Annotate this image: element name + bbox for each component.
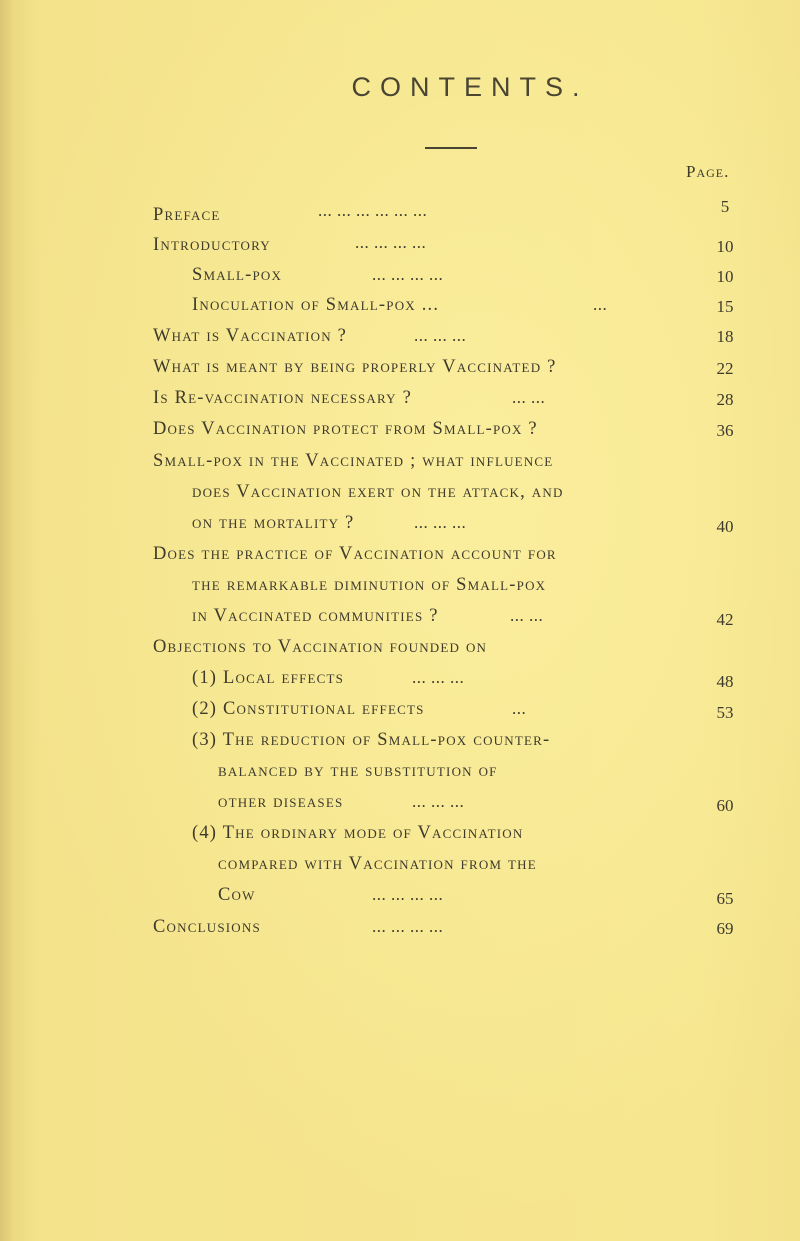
page-spine-shadow <box>0 0 14 1241</box>
toc-entry-ordinary-mode: (4) The ordinary mode of Vaccination <box>192 823 524 843</box>
toc-leader: ... ... ... ... <box>372 917 444 936</box>
contents-title: CONTENTS. <box>351 72 589 102</box>
toc-page-number: 28 <box>716 390 734 409</box>
toc-page-number: 48 <box>716 672 734 691</box>
toc-entry-small-pox-in-vaccinated: Small-pox in the Vaccinated ; what influence <box>153 451 554 471</box>
toc-entry-continuation: other diseases <box>218 792 344 812</box>
toc-entry-constitutional-effects: (2) Constitutional effects <box>192 699 425 719</box>
toc-page-number: 36 <box>716 421 734 440</box>
toc-entry-introductory: Introductory <box>153 235 271 255</box>
toc-page-number: 22 <box>716 359 734 378</box>
toc-entry-continuation: in Vaccinated communities ? <box>192 606 439 626</box>
toc-entry-continuation: the remarkable diminution of Small-pox <box>192 575 547 595</box>
toc-entry-continuation: balanced by the substitution of <box>218 761 498 781</box>
toc-leader: ... ... ... ... <box>372 265 444 284</box>
toc-entry-protect-from-small-pox: Does Vaccination protect from Small-pox ? <box>153 419 538 439</box>
toc-page-number: 10 <box>716 267 734 286</box>
toc-leader: ... ... <box>512 388 546 407</box>
toc-page-number: 5 <box>720 197 730 216</box>
toc-entry-what-is-vaccination: What is Vaccination ? <box>153 326 348 346</box>
toc-page-number: 42 <box>716 610 734 629</box>
toc-entry-continuation: does Vaccination exert on the attack, and <box>192 482 564 502</box>
toc-page-number: 53 <box>716 703 734 722</box>
toc-leader: ... ... ... <box>412 668 465 687</box>
toc-entry-small-pox: Small-pox <box>192 265 283 285</box>
toc-entry-re-vaccination: Is Re-vaccination necessary ? <box>153 388 413 408</box>
toc-entry-local-effects: (1) Local effects <box>192 668 345 688</box>
toc-leader: ... <box>512 699 527 718</box>
page-column-header: Page. <box>686 162 730 181</box>
toc-page-number: 69 <box>716 919 734 938</box>
toc-page-number: 18 <box>716 327 734 346</box>
toc-page-number: 40 <box>716 517 734 536</box>
toc-leader: ... ... ... ... <box>355 233 427 252</box>
toc-entry-continuation: on the mortality ? <box>192 513 355 533</box>
toc-entry-objections: Objections to Vaccination founded on <box>153 637 488 657</box>
toc-leader: ... <box>593 295 608 314</box>
toc-page-number: 10 <box>716 237 734 256</box>
toc-entry-inoculation: Inoculation of Small-pox ... <box>192 295 440 315</box>
toc-entry-reduction-of-small-pox: (3) The reduction of Small-pox counter- <box>192 730 551 750</box>
toc-leader: ... ... ... ... ... ... <box>318 201 428 220</box>
toc-page-number: 60 <box>716 796 734 815</box>
toc-entry-continuation: Cow <box>218 885 256 905</box>
toc-leader: ... ... ... <box>414 513 467 532</box>
toc-entry-continuation: compared with Vaccination from the <box>218 854 537 874</box>
toc-page-number: 65 <box>716 889 734 908</box>
toc-entry-properly-vaccinated: What is meant by being properly Vaccinated ? <box>153 357 557 377</box>
toc-leader: ... ... ... <box>412 792 465 811</box>
toc-leader: ... ... ... ... <box>372 885 444 904</box>
toc-entry-conclusions: Conclusions <box>153 917 261 937</box>
toc-leader: ... ... <box>510 606 544 625</box>
toc-leader: ... ... ... <box>414 326 467 345</box>
title-divider <box>425 147 477 149</box>
toc-entry-preface: Preface <box>153 205 221 225</box>
toc-page-number: 15 <box>716 297 734 316</box>
toc-entry-practice-of-vaccination: Does the practice of Vaccination account for <box>153 544 557 564</box>
